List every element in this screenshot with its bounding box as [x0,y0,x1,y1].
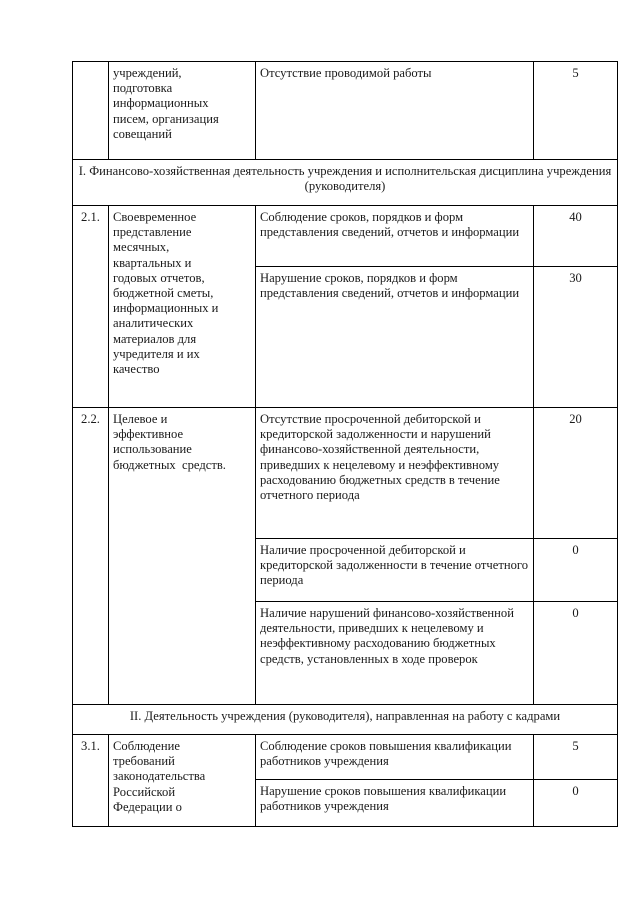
number-cell [73,62,109,160]
score-value: 5 [572,66,579,80]
indicator-cell [256,408,534,539]
criteria-table [72,61,618,827]
criterion-name-cell [109,735,256,827]
item-number: 2.1. [81,210,100,224]
score-value: 0 [572,606,579,620]
indicator-cell [256,780,534,827]
table-row [73,735,618,780]
criterion-name-cell [109,408,256,705]
table-row [73,206,618,267]
criterion-name: Соблюдение требований законодательства Российской Федерации о [113,739,206,814]
score-value: 20 [569,412,582,426]
indicator-text: Нарушение сроков, порядков и форм представления сведений, отчетов и информации [260,271,520,301]
item-number: 3.1. [81,739,100,753]
score-cell [534,62,618,160]
indicator-cell [256,602,534,705]
indicator-text: Наличие просроченной дебиторской и кредиторской задолженности в течение отчетного периода [260,543,529,588]
indicator-text: Нарушение сроков повышения квалификации работников учреждения [260,784,507,814]
score-cell [534,539,618,602]
table-row [73,408,618,539]
score-cell [534,206,618,267]
criterion-name-cell [109,62,256,160]
indicator-text: Соблюдение сроков, порядков и форм представления сведений, отчетов и информации [260,210,520,240]
indicator-text: Наличие нарушений финансово-хозяйственной деятельности, приведших к нецелевому и неэффективному расходованию бюджетных средств, установленных в ходе проверок [260,606,514,666]
score-value: 30 [569,271,582,285]
section-heading [73,705,618,735]
item-number: 2.2. [81,412,100,426]
score-cell [534,780,618,827]
score-cell [534,735,618,780]
section-heading-row [73,160,618,206]
indicator-cell [256,539,534,602]
indicator-text: Отсутствие проводимой работы [260,66,432,80]
score-value: 5 [572,739,579,753]
criterion-name: учреждений, подготовка информационных писем, организация совещаний [113,66,219,141]
section-heading [73,160,618,206]
number-cell [73,408,109,705]
indicator-cell [256,62,534,160]
table-row-continuation [73,62,618,160]
section-title: II. Деятельность учреждения (руководителя), направленная на работу с кадрами [129,709,561,723]
score-cell [534,602,618,705]
indicator-text: Соблюдение сроков повышения квалификации работников учреждения [260,739,512,769]
score-cell [534,267,618,408]
score-value: 0 [572,784,579,798]
criterion-name-cell [109,206,256,408]
number-cell [73,206,109,408]
section-heading-row [73,705,618,735]
score-value: 0 [572,543,579,557]
criterion-name: Своевременное представление месячных, квартальных и годовых отчетов, бюджетной сметы, информационных и аналитических материалов для учредителя и их качество [113,210,219,377]
score-value: 40 [569,210,582,224]
score-cell [534,408,618,539]
number-cell [73,735,109,827]
indicator-cell [256,735,534,780]
indicator-cell [256,267,534,408]
indicator-text: Отсутствие просроченной дебиторской и кредиторской задолженности и нарушений финансово-хозяйственной деятельности, приведших к нецелевому и неэффективному расходованию бюджетных средств в течение отчетного периода [260,412,500,503]
indicator-cell [256,206,534,267]
criterion-name: Целевое и эффективное использование бюджетных средств. [113,412,226,472]
section-title: I. Финансово-хозяйственная деятельность учреждения и исполнительская дисциплина учреждения (руководителя) [78,164,612,194]
